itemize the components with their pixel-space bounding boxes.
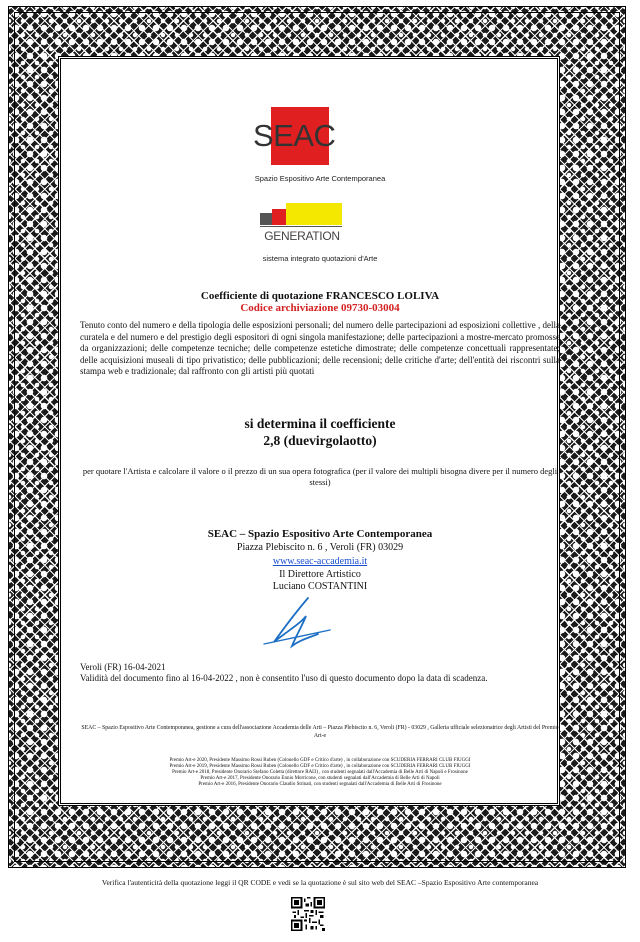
generation-logo bbox=[258, 203, 348, 249]
certificate-title: Coefficiente di quotazione FRANCESCO LOLIVA bbox=[200, 290, 440, 302]
prize-line: Premio Art-e 2018, Presidente Onorario Stefano Coletta (direttore RAI3) , con studenti segnalati dall'Accademia di Belle Arti di Napoli e Frosinone bbox=[172, 770, 468, 775]
prize-line: Premio Art-e 2016, Presidente Onorario Claudio Strinati, con studenti segnalati dall'Accademia di Belle Arti di Frosinone bbox=[198, 782, 442, 787]
validity-notice: Validità del documento fino al 16-04-2022 , non è consentito l'uso di questo documento dopo la data di scadenza. bbox=[80, 673, 488, 683]
generation-logo-text: GENERATION bbox=[264, 229, 340, 243]
generation-logo-rule bbox=[260, 226, 342, 227]
generation-logo-yellow-block bbox=[286, 203, 342, 225]
evaluation-criteria-text: Tenuto conto del numero e della tipologia delle esposizioni personali; del numero delle partecipazioni ad esposizioni collettive , della curatela e del numero e del prestigio degli espositori di ogni singola manifestazione; delle partecipazioni a mostre-mercato promosse da organizzazioni; delle competenze tecniche; delle competenze estetiche dimostrate; delle competenze concettuali rappresentate; delle acquisizioni museali di tipo privatistico; delle pubblicazioni; delle recensioni; delle critiche d'arte; dell'entità dei riscontri sulla stampa web e tradizionale; dal raffronto con gli artisti più quotati bbox=[80, 320, 560, 376]
director-role: Il Direttore Artistico bbox=[279, 569, 361, 580]
issue-date: Veroli (FR) 16-04-2021 bbox=[80, 662, 166, 672]
organization-address: Piazza Plebiscito n. 6 , Veroli (FR) 03029 bbox=[236, 542, 404, 553]
seac-logo bbox=[253, 107, 383, 165]
coefficient-value: 2,8 (duevirgolaotto) bbox=[263, 433, 377, 448]
director-name: Luciano COSTANTINI bbox=[272, 581, 368, 592]
generation-logo-red-block bbox=[272, 209, 286, 225]
organization-website-link[interactable]: www.seac-accademia.it bbox=[272, 556, 368, 567]
generation-logo-subtitle: sistema integrato quotazioni d'Arte bbox=[262, 254, 378, 263]
qr-code-icon[interactable] bbox=[291, 897, 325, 931]
prize-line: Premio Art-e 2017, Presidente Onorario Ennio Morricone, con studenti segnalati dall'Accademia di Belle Arti di Napoli bbox=[200, 776, 440, 781]
seac-logo-text: SEAC bbox=[253, 118, 336, 153]
prize-list bbox=[80, 758, 560, 788]
prize-line: Premio Art-e 2020, Presidente Massimo Rossi Ruben (Colonello GDF e Critico d'arte) , in collaborazione con SCUDERIA FERRARI CLUB FIUGGI bbox=[169, 758, 471, 763]
generation-logo-gray-block bbox=[260, 213, 272, 225]
archive-code: Codice archiviazione 09730-03004 bbox=[240, 302, 400, 314]
purpose-text: per quotare l'Artista e calcolare il valore o il prezzo di un sua opera fotografica (per il valore dei multipli bisogna divere per il numero degli stessi) bbox=[82, 466, 558, 487]
verification-note: Verifica l'autenticità della quotazione leggi il QR CODE e vedi se la quotazione è sul sito web del SEAC –Spazio Espositivo Arte contemporanea bbox=[101, 878, 539, 887]
seac-logo-subtitle: Spazio Espositivo Arte Contemporanea bbox=[254, 174, 386, 183]
determina-heading: si determina il coefficiente bbox=[244, 416, 396, 431]
organization-name: SEAC – Spazio Espositivo Arte Contemporanea bbox=[207, 528, 433, 540]
signature-image bbox=[256, 594, 336, 654]
footer-organization-info: SEAC – Spazio Espositivo Arte Contemporanea, gestione a cura dell'associazione Accademia delle Arti – Piazza Plebiscito n. 6, Veroli (FR) - 03029 , Galleria ufficiale selezionatrice degli Artisti del Premio Art-e bbox=[81, 725, 559, 739]
prize-line: Premio Art-e 2019, Presidente Massimo Rossi Ruben (Colonello GDF e Critico d'arte) , in collaborazione con SCUDERIA FERRARI CLUB FIUGGI bbox=[169, 764, 471, 769]
